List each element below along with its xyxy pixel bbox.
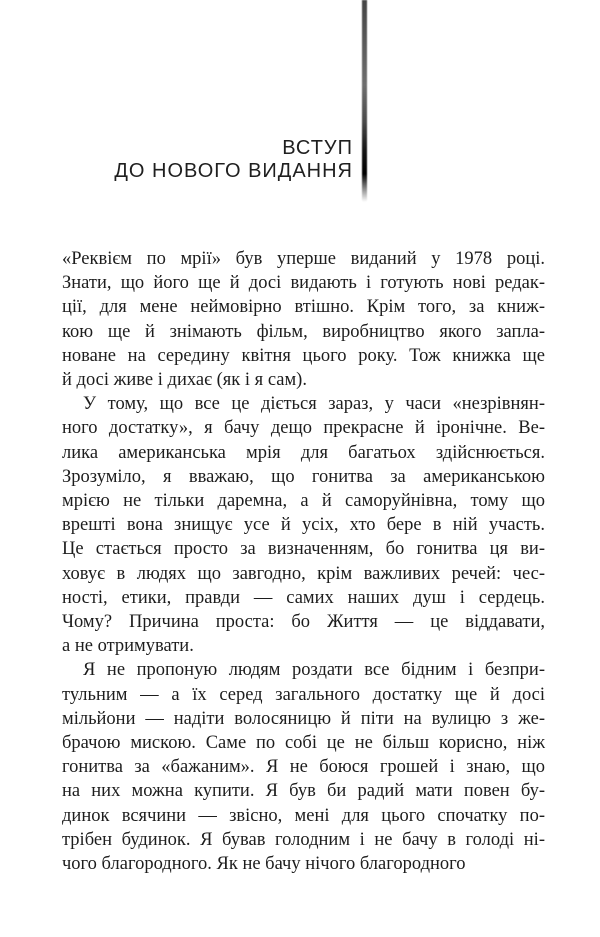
text-line: Це стається просто за визначенням, бо гонитва ця ви- bbox=[62, 539, 545, 560]
text-line: «Реквієм по мрії» був уперше виданий у 1978 році. bbox=[62, 249, 545, 269]
text-line: Зрозуміло, я вважаю, що гонитва за американською bbox=[62, 466, 545, 487]
text-line: мрією не тільки даремна, а й саморуйнівна, тому що bbox=[62, 491, 545, 512]
text-line: ції, для мене неймовірно втішно. Крім того, за книж- bbox=[62, 297, 545, 318]
text-line: й досі живе і дихає (як і я сам). bbox=[62, 370, 307, 391]
text-line: тульним — а їх серед загального достатку ще й досі bbox=[62, 684, 545, 705]
text-line: а не отримувати. bbox=[62, 636, 194, 657]
text-line: врешті вона знищує усе й усіх, хто бере в ній участь. bbox=[62, 515, 545, 536]
chapter-title-line-1: ВСТУП bbox=[282, 137, 353, 159]
text-line: мільйони — надіти волосяницю й піти на вулицю з же- bbox=[62, 708, 545, 729]
chapter-title bbox=[114, 137, 353, 183]
body-text bbox=[62, 247, 545, 876]
text-line: ного достатку», я бачу дещо прекрасне й іронічне. Ве- bbox=[62, 418, 545, 439]
text-line: Знати, що його ще й досі видають і готують нові редак- bbox=[62, 273, 545, 294]
text-line: трібен будинок. Я бував голодним і не бачу в голоді ні- bbox=[62, 829, 545, 850]
text-line: гонитва за «бажаним». Я не боюся грошей і знаю, що bbox=[62, 757, 545, 778]
text-line: новане на середину квітня цього року. Тож книжка ще bbox=[62, 345, 545, 366]
text-line: У тому, що все це діється зараз, у часи «незрівнян- bbox=[83, 394, 545, 415]
text-line: Я не пропоную людям роздати все бідним і безпри- bbox=[83, 660, 545, 681]
chapter-title-line-2: ДО НОВОГО ВИДАННЯ bbox=[114, 160, 353, 182]
text-line: ховує в людях що завгодно, крім важливих речей: чес- bbox=[62, 563, 545, 584]
chapter-rule-bar bbox=[362, 0, 367, 202]
text-line: динок всячини — звісно, мені для цього спочатку по- bbox=[62, 805, 545, 826]
text-line: чого благородного. Як не бачу нічого благородного bbox=[62, 854, 466, 875]
text-line: ності, етики, правди — самих наших душ і сердець. bbox=[62, 587, 545, 608]
text-line: кою ще й знімають фільм, виробництво якого запла- bbox=[62, 321, 545, 342]
text-line: на них можна купити. Я був би радий мати повен бу- bbox=[62, 781, 545, 802]
text-line: брачою мискою. Саме по собі це не більш корисно, ніж bbox=[62, 733, 545, 754]
text-line: Чому? Причина проста: бо Життя — це віддавати, bbox=[62, 612, 545, 633]
text-line: лика американська мрія для багатьох здійснюється. bbox=[62, 442, 545, 463]
